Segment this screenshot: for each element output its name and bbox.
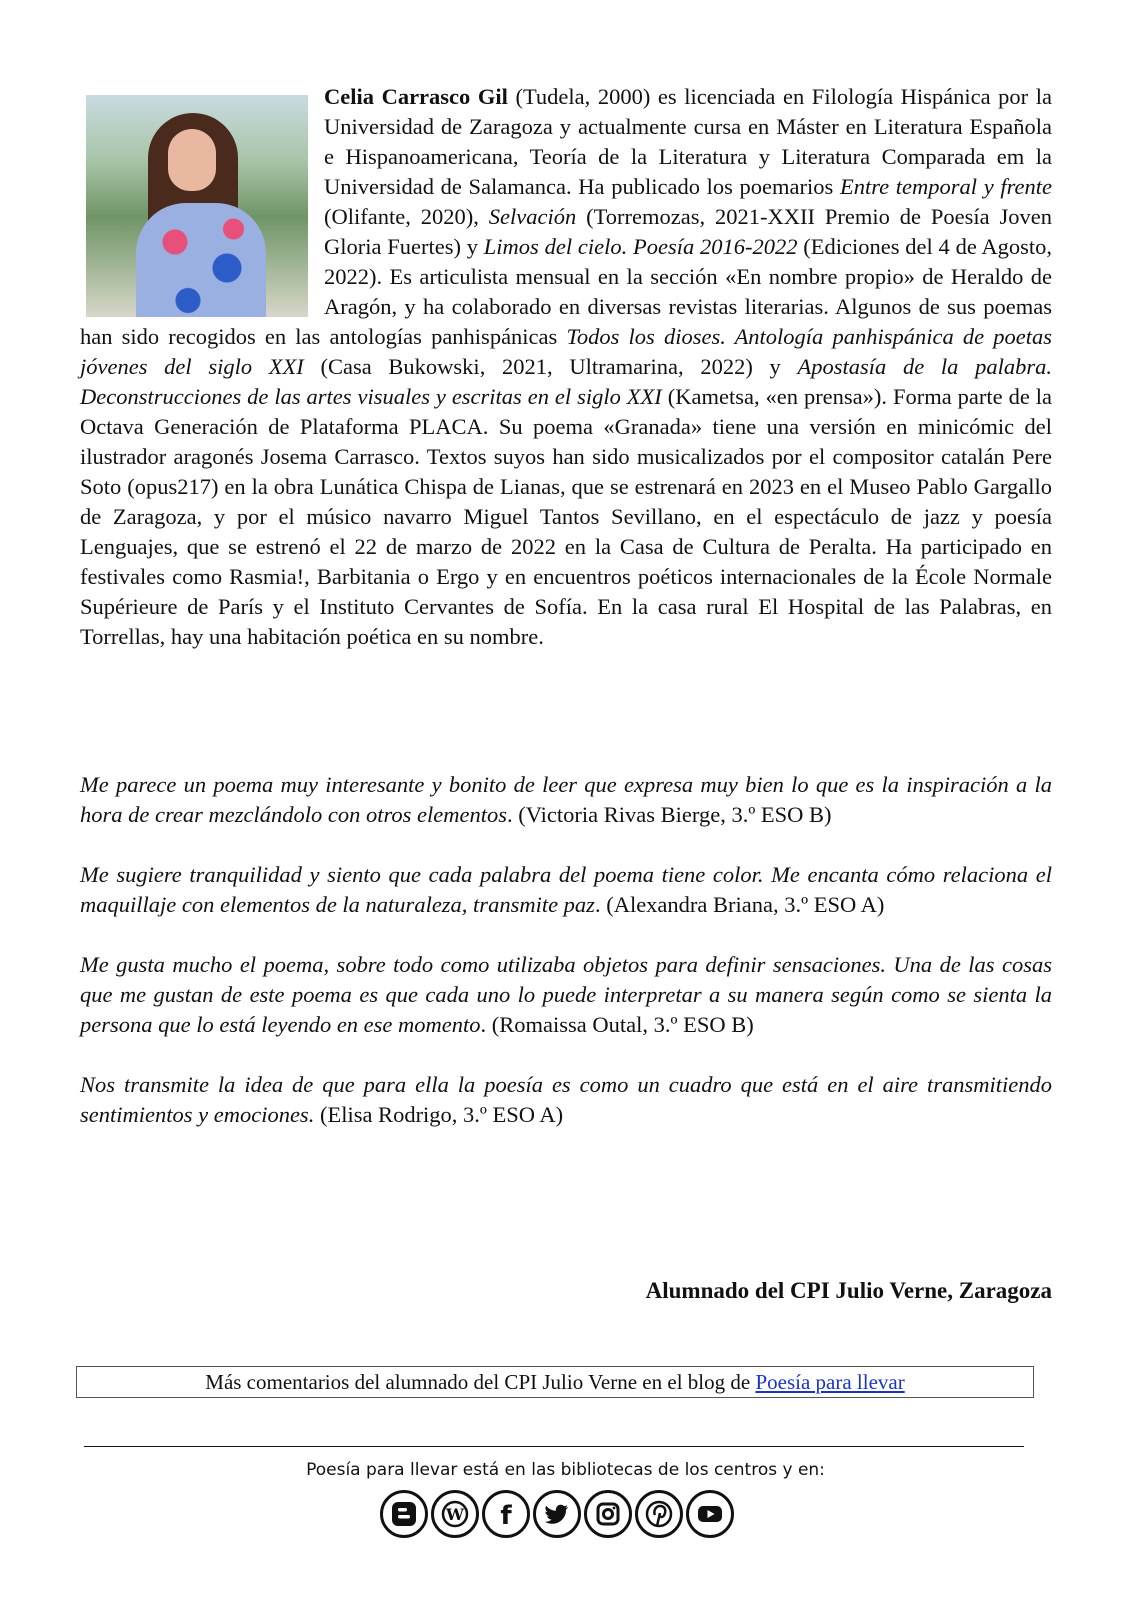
blog-box: Más comentarios del alumnado del CPI Julio Verne en el blog de Poesía para llevar bbox=[76, 1366, 1034, 1398]
twitter-icon[interactable] bbox=[533, 1490, 581, 1538]
svg-text:f: f bbox=[500, 1501, 512, 1529]
comment-3: Me gusta mucho el poema, sobre todo como utilizaba objetos para definir sensaciones. Una de las cosas que me gustan de este poema es que cada uno lo puede interpretar a su manera según como se sienta la persona que lo está leyendo en ese momento. (Romaissa Outal, 3.º ESO B) bbox=[80, 952, 1052, 1037]
comment-1: Me parece un poema muy interesante y bonito de leer que expresa muy bien lo que es la inspiración a la hora de crear mezclándolo con otros elementos. (Victoria Rivas Bierge, 3.º ESO B) bbox=[80, 772, 1052, 827]
social-icons bbox=[380, 1490, 737, 1538]
wordpress-icon[interactable] bbox=[431, 1490, 479, 1538]
pinterest-icon[interactable] bbox=[635, 1490, 683, 1538]
facebook-icon[interactable] bbox=[482, 1490, 530, 1538]
author-photo bbox=[86, 95, 308, 317]
instagram-icon[interactable] bbox=[584, 1490, 632, 1538]
comment-4: Nos transmite la idea de que para ella la poesía es como un cuadro que está en el aire transmitiendo sentimientos y emociones. (Elisa Rodrigo, 3.º ESO A) bbox=[80, 1072, 1052, 1127]
svg-text:W: W bbox=[446, 1505, 464, 1524]
youtube-icon[interactable] bbox=[686, 1490, 734, 1538]
author-name: Celia Carrasco Gil bbox=[324, 84, 508, 109]
blog-link[interactable]: Poesía para llevar bbox=[755, 1370, 905, 1394]
divider bbox=[84, 1446, 1024, 1447]
student-comments bbox=[80, 770, 1052, 1160]
signature: Alumnado del CPI Julio Verne, Zaragoza bbox=[645, 1278, 1052, 1303]
comment-2: Me sugiere tranquilidad y siento que cada palabra del poema tiene color. Me encanta cómo relaciona el maquillaje con elementos de la naturaleza, transmite paz. (Alexandra Briana, 3.º ESO A) bbox=[80, 862, 1052, 917]
blogger-icon[interactable] bbox=[380, 1490, 428, 1538]
author-bio: Celia Carrasco Gil (Tudela, 2000) es licenciada en Filología Hispánica por la Universidad de Zaragoza y actualmente cursa en Máster en Literatura Española e Hispanoamericana, Teoría de la Literatura y Literatura Comparada em la Universidad de Salamanca. Ha publicado los poemarios Entre temporal y frente (Olifante, 2020), Selvación (Torremozas, 2021-XXII Premio de Poesía Joven Gloria Fuertes) y Limos del cielo. Poesía 2016-2022 (Ediciones del 4 de Agosto, 2022). Es articulista mensual en la sección «En nombre propio» de Heraldo de Aragón, y ha colaborado en diversas revistas literarias. Algunos de sus poemas han sido recogidos en las antologías panhispánicas Todos los dioses. Antología panhispánica de poetas jóvenes del siglo XXI (Casa Bukowski, 2021, Ultramarina, 2022) y Apostasía de la palabra. Deconstrucciones de las artes visuales y escritas en el siglo XXI (Kametsa, «en prensa»). Forma parte de la Octava Generación de Plataforma PLACA. Su poema «Granada» tiene una versión en minicómic del ilustrador aragonés Josema Carrasco. Textos suyos han sido musicalizados por el compositor catalán Pere Soto (opus217) en la obra Lunática Chispa de Lianas, que se estrenará en 2023 en el Museo Pablo Gargallo de Zaragoza, y por el músico navarro Miguel Tantos Sevillano, en el espectáculo de jazz y poesía Lenguajes, que se estrenó el 22 de marzo de 2022 en la Casa de Cultura de Peralta. Ha participado en festivales como Rasmia!, Barbitania o Ergo y en encuentros poéticos internacionales de la École Normale Supérieure de París y el Instituto Cervantes de Sofía. En la casa rural El Hospital de las Palabras, en Torrellas, hay una habitación poética en su nombre. bbox=[80, 84, 1053, 649]
footer-text: Poesía para llevar está en las bibliotecas de los centros y en: bbox=[306, 1460, 825, 1480]
